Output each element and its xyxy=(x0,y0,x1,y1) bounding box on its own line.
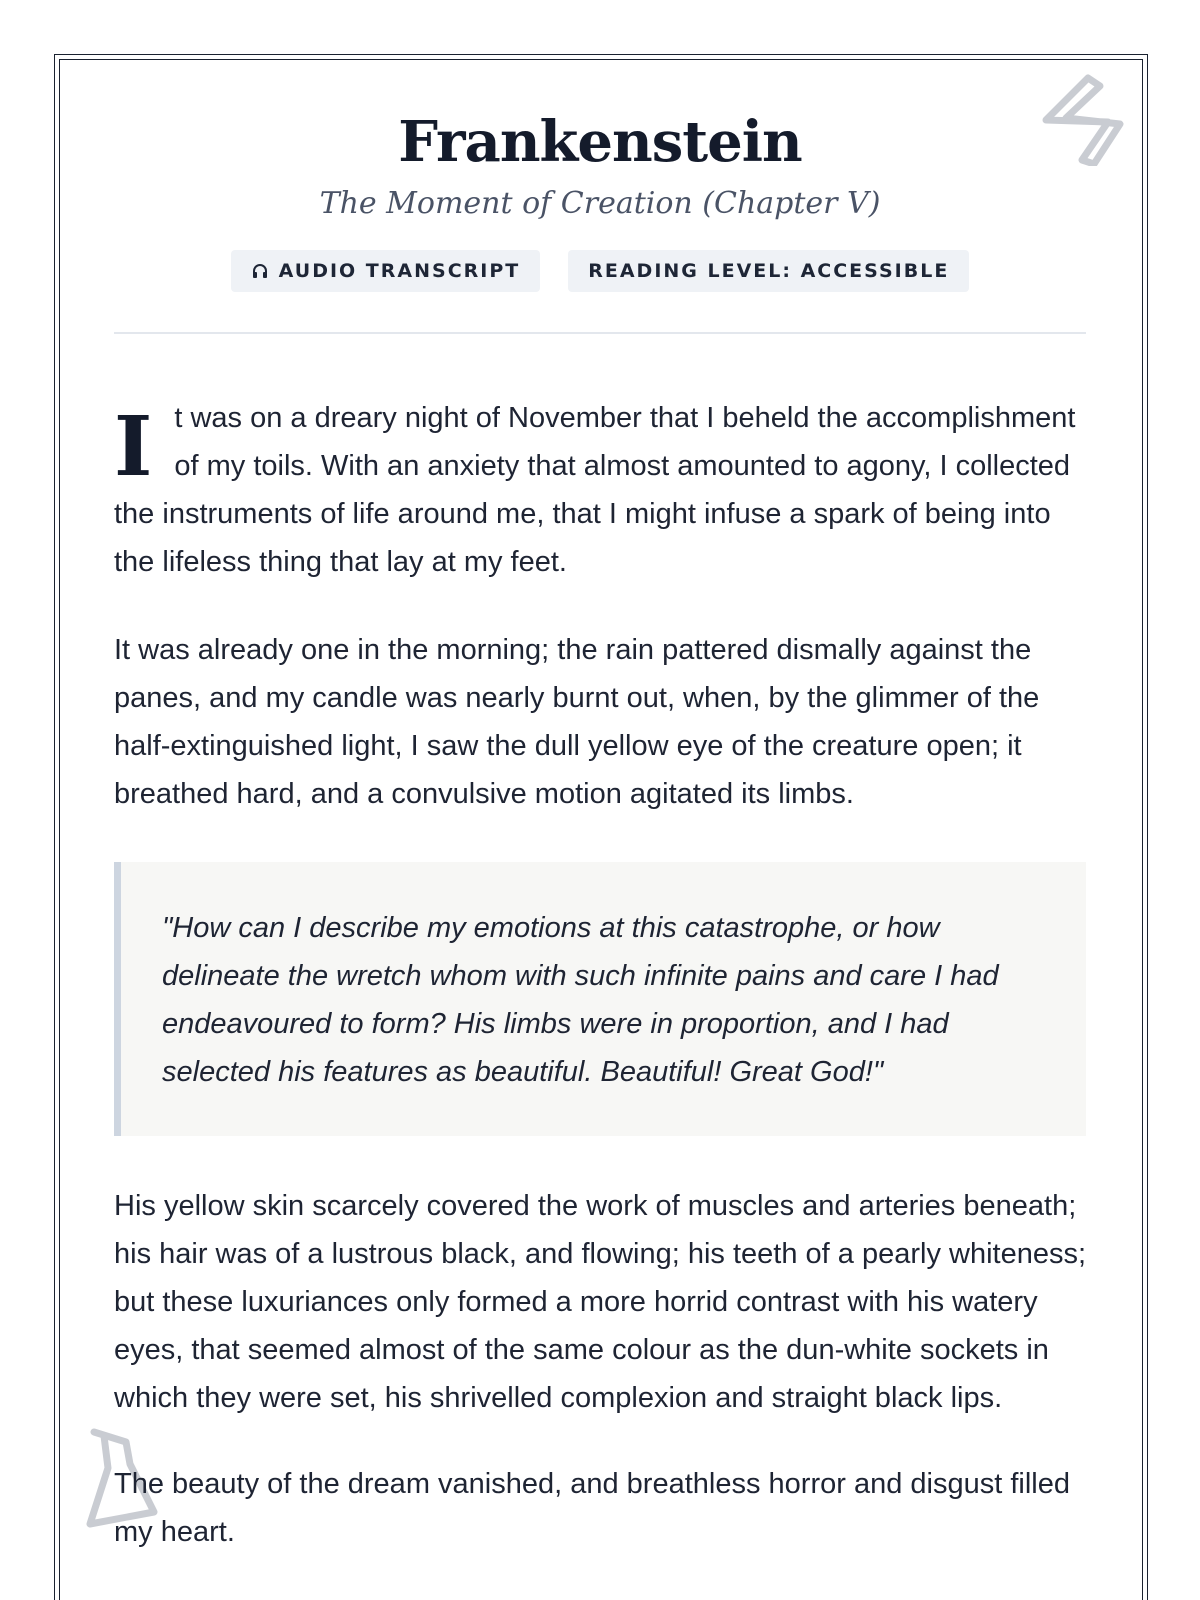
page-subtitle: The Moment of Creation (Chapter V) xyxy=(319,186,881,222)
headphones-icon xyxy=(251,262,269,280)
page-title: Frankenstein xyxy=(398,109,802,175)
drop-cap: I xyxy=(114,399,153,496)
badge-row xyxy=(114,250,1086,292)
audio-transcript-label: AUDIO TRANSCRIPT xyxy=(278,260,521,283)
paragraph-2: It was already one in the morning; the rain pattered dismally against the panes, and my candle was nearly burnt out, when, by the glimmer of the half-extinguished light, I saw the dull yellow eye of the creature open; it breathed hard, and a convulsive motion agitated its limbs. xyxy=(114,634,1040,811)
paragraph-1 xyxy=(114,394,1086,586)
paragraph-1-text: t was on a dreary night of November that I beheld the accomplishment of my toils. With an anxiety that almost amounted to agony, I collected the instruments of life around me, that I might infuse a spark of being into the lifeless thing that lay at my feet. xyxy=(114,402,1076,579)
audio-transcript-badge xyxy=(231,250,541,292)
paragraph-3: His yellow skin scarcely covered the work of muscles and arteries beneath; his hair was of a lustrous black, and flowing; his teeth of a pearly whiteness; but these luxuriances only formed a more horrid contrast with his watery eyes, that seemed almost of the same colour as the dun-white sockets in which they were set, his shrivelled complexion and straight black lips. xyxy=(114,1190,1087,1415)
blockquote: "How can I describe my emotions at this catastrophe, or how delineate the wretch whom with such infinite pains and care I had endeavoured to form? His limbs were in proportion, and I had selected his features as beautiful. Beautiful! Great God!" xyxy=(114,862,1086,1136)
reading-level-label: READING LEVEL: ACCESSIBLE xyxy=(588,260,950,283)
header-divider xyxy=(114,332,1086,334)
reading-level-badge xyxy=(568,250,969,292)
article xyxy=(114,110,1086,1556)
paragraph-4: The beauty of the dream vanished, and breathless horror and disgust filled my heart. xyxy=(114,1468,1070,1549)
